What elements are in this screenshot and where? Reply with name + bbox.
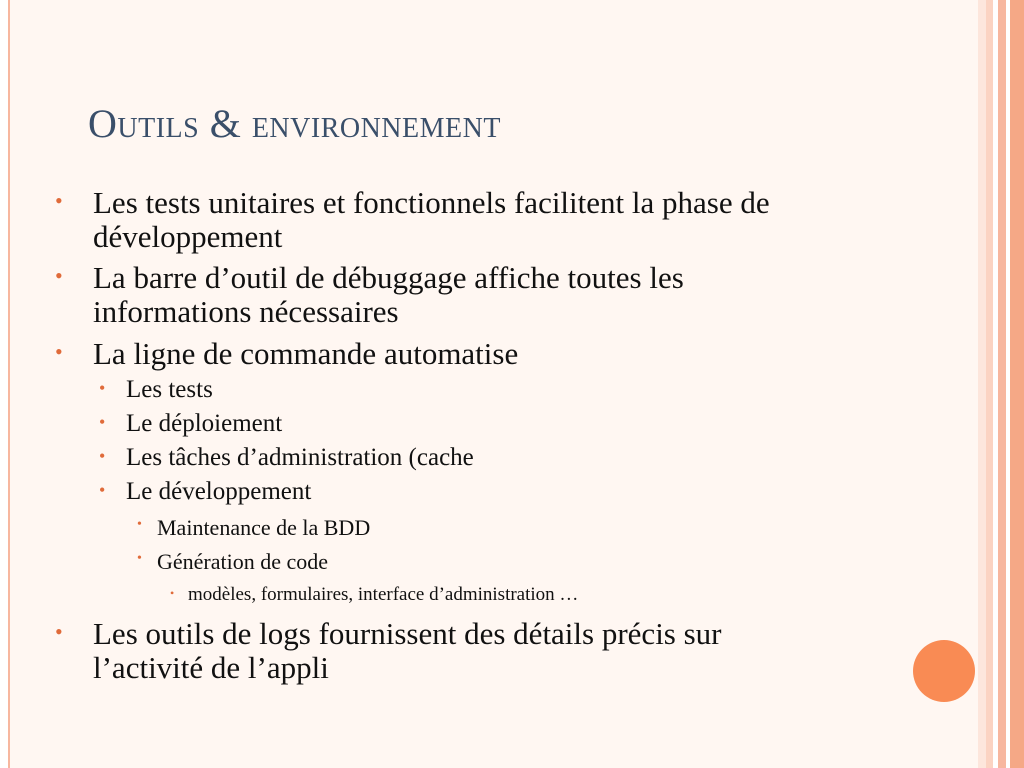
bullet-text: développement [93,219,283,254]
bullet-text: l’activité de l’appli [93,650,329,685]
bullet-text: La ligne de commande automatise [93,336,519,371]
bullet-text: Génération de code [157,549,329,574]
orange-circle-decoration [913,640,975,702]
bullet-text: modèles, formulaires, interface d’administration … [188,584,579,605]
bullet-text: Le déploiement [126,410,283,437]
bullet-text: La barre d’outil de débuggage affiche toutes les [93,260,684,295]
bullet-dot-icon: • [55,619,63,644]
bullet-dot-icon: • [99,446,106,466]
bullet-dot-icon: • [170,586,175,600]
bullet-dot-icon: • [99,412,106,432]
bullet-text: Les tâches d’administration (cache [126,444,474,471]
bullet-dot-icon: • [55,263,63,288]
bullet-text: Les outils de logs fournissent des détails précis sur [93,616,722,651]
bullet-dot-icon: • [137,517,142,532]
bullet-text: informations nécessaires [93,294,399,329]
bullet-text: Les tests [126,376,213,403]
bullet-dot-icon: • [55,188,63,213]
bullet-text: Le développement [126,478,312,505]
bullet-dot-icon: • [137,551,142,566]
bullet-text: Les tests unitaires et fonctionnels facilitent la phase de [93,185,770,220]
bullet-text: Maintenance de la BDD [157,515,371,540]
bullet-dot-icon: • [99,480,106,500]
slide-title: Outils & environnement [88,101,501,146]
bullet-dot-icon: • [99,378,106,398]
bullet-dot-icon: • [55,339,63,364]
